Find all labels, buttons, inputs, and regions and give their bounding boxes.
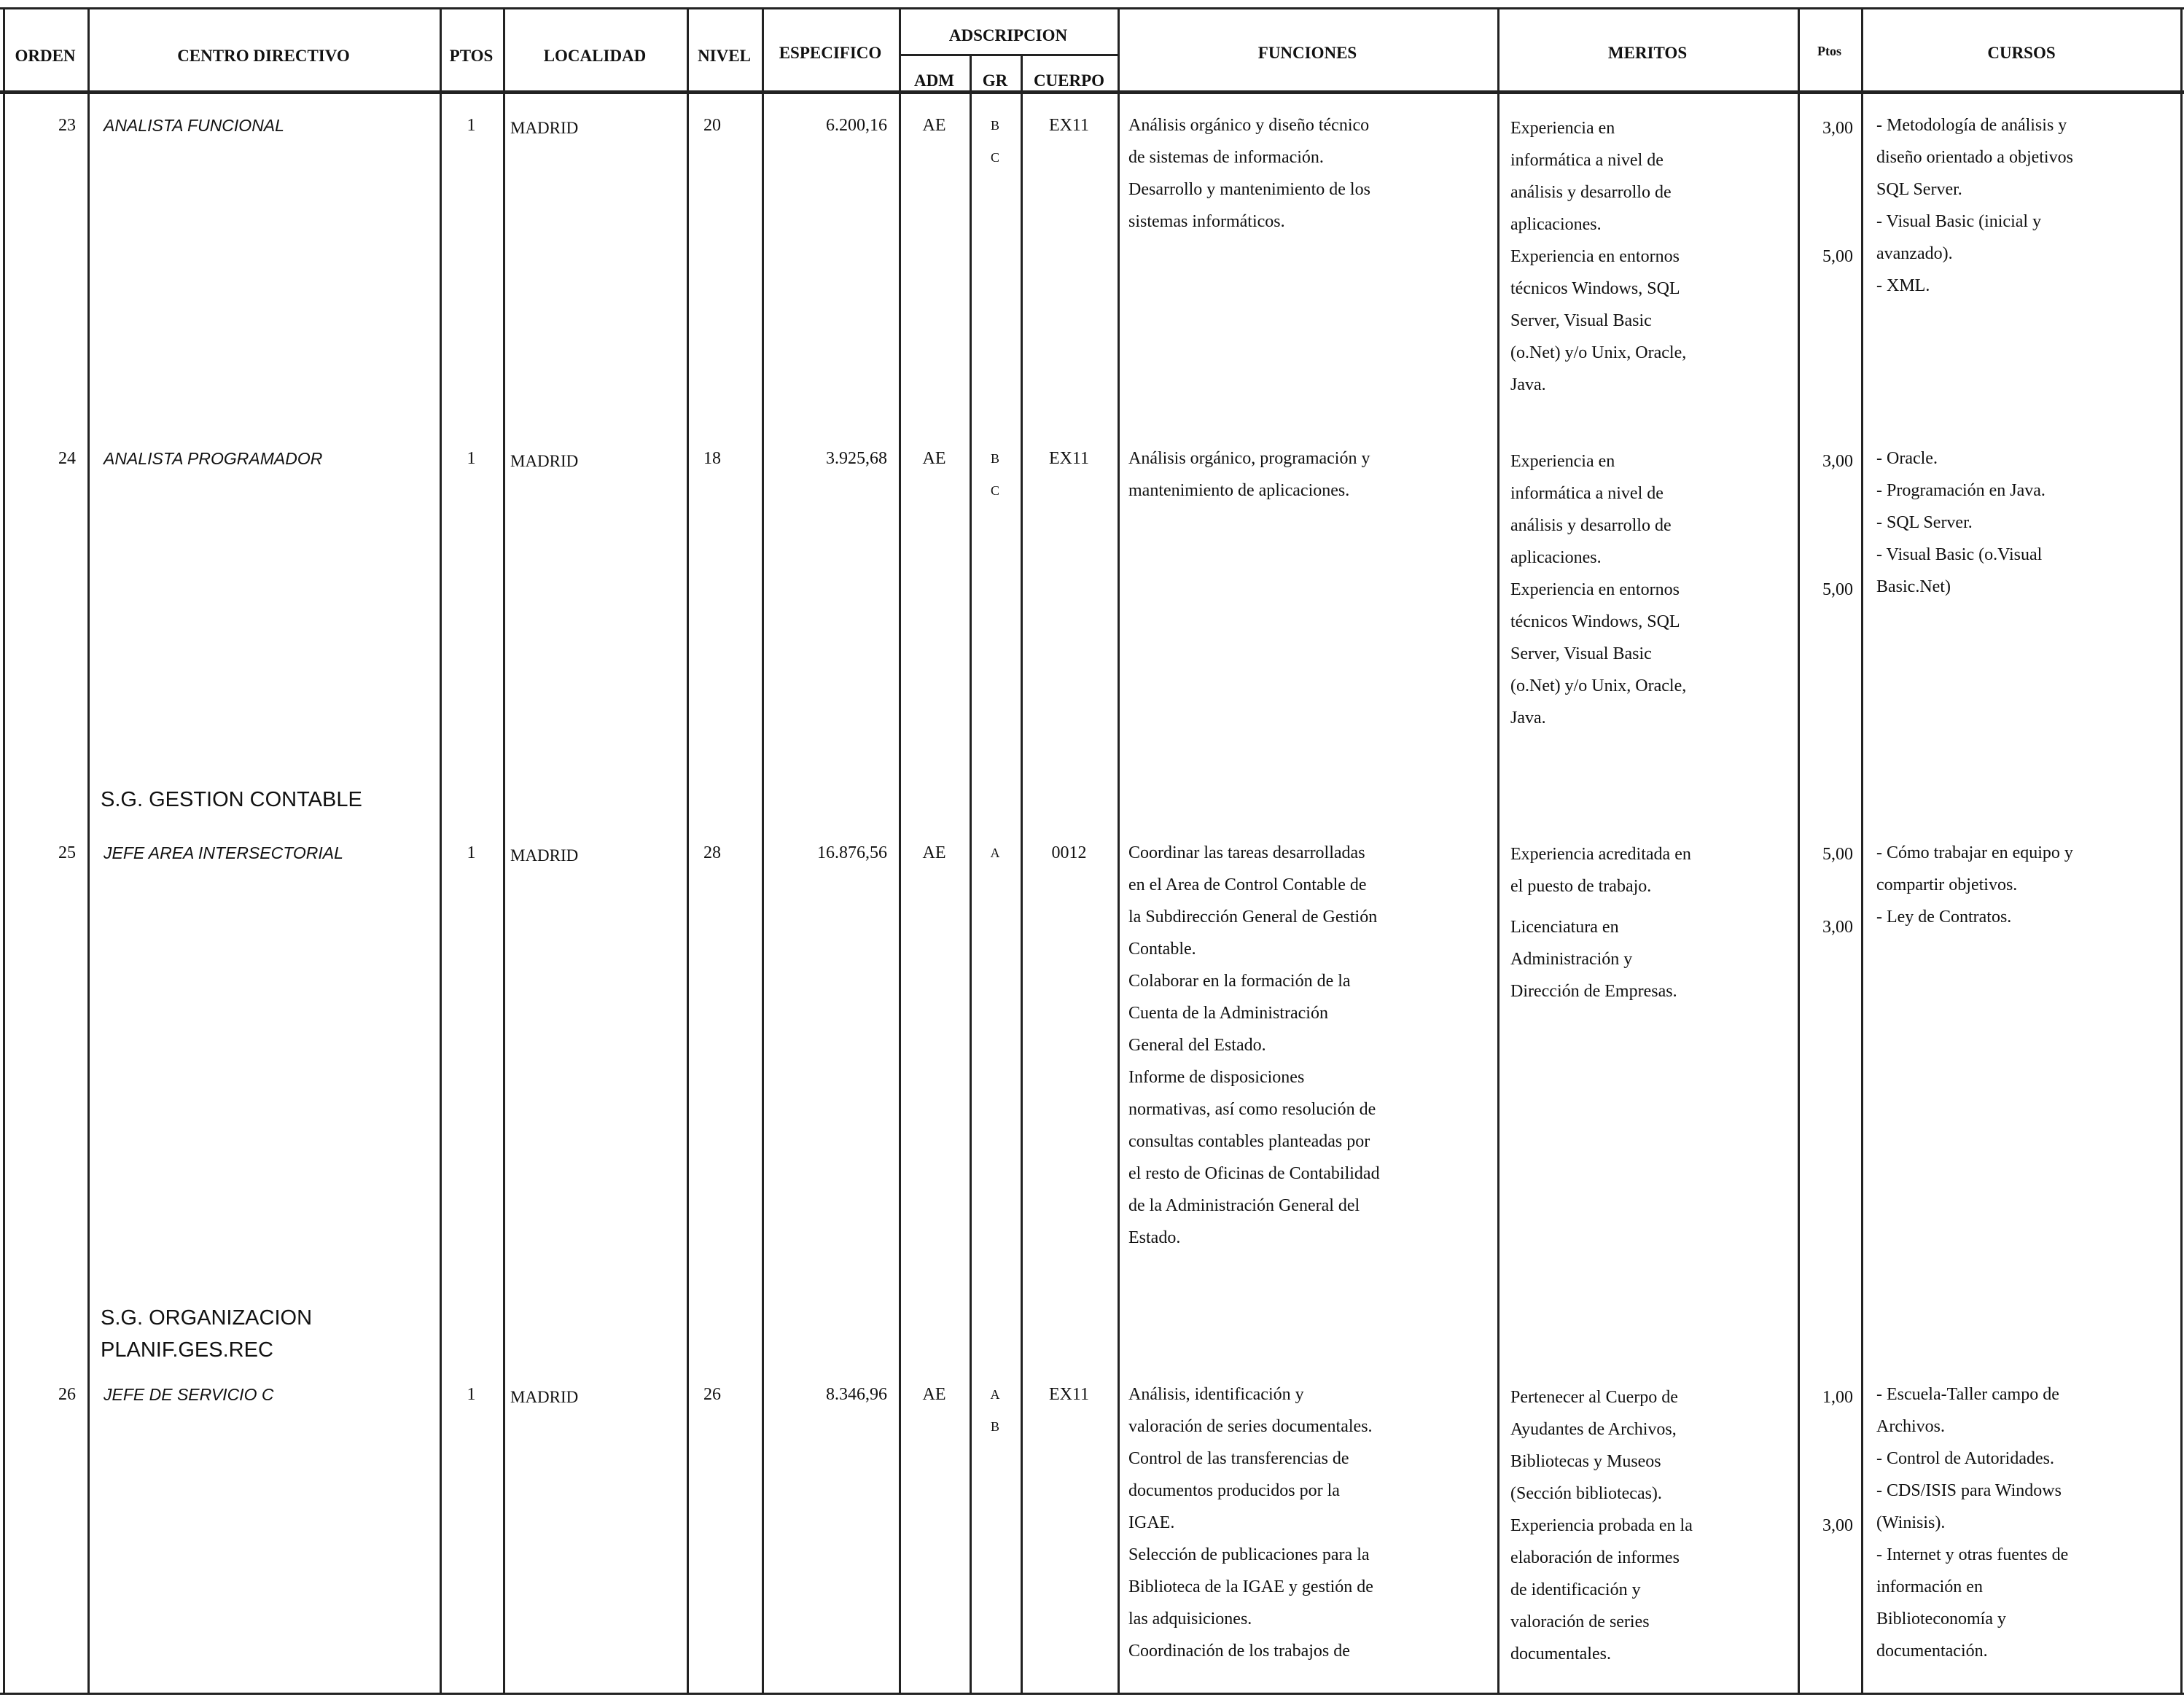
- adm-cell: AE: [922, 116, 946, 135]
- adm-cell: AE: [922, 449, 946, 468]
- header-gr: GR: [982, 71, 1008, 90]
- funciones-line: IGAE.: [1128, 1513, 1175, 1532]
- merito-item: [1510, 445, 1795, 574]
- funciones-cell: [1128, 1378, 1493, 1667]
- merito-line: documentales.: [1510, 1645, 1611, 1663]
- funciones-line: Desarrollo y mantenimiento de los: [1128, 180, 1370, 199]
- header-localidad: LOCALIDAD: [543, 47, 647, 65]
- merito-line: Experiencia en entornos: [1510, 580, 1680, 599]
- merito-line: Licenciatura en: [1510, 918, 1619, 937]
- curso-line: - CDS/ISIS para Windows: [1876, 1481, 2062, 1500]
- ptos-cell: 1: [467, 843, 476, 862]
- curso-line: compartir objetivos.: [1876, 875, 2018, 894]
- cursos-cell: [1876, 442, 2179, 603]
- curso-line: - Cómo trabajar en equipo y: [1876, 843, 2073, 862]
- merito-line: (o.Net) y/o Unix, Oracle,: [1510, 676, 1687, 695]
- funciones-line: normativas, así como resolución de: [1128, 1100, 1376, 1119]
- merito-line: aplicaciones.: [1510, 215, 1602, 234]
- curso-line: diseño orientado a objetivos: [1876, 148, 2073, 167]
- gr-value: B: [990, 451, 999, 466]
- gr-cell: [970, 837, 1021, 869]
- merito-item: [1510, 911, 1795, 1007]
- funciones-cell: [1128, 442, 1493, 507]
- section-heading-line: PLANIF.GES.REC: [101, 1338, 273, 1362]
- funciones-line: de la Administración General del: [1128, 1196, 1360, 1215]
- merito-pts: 5,00: [1822, 845, 1853, 864]
- merito-line: (Sección bibliotecas).: [1510, 1484, 1662, 1503]
- curso-line: - Visual Basic (o.Visual: [1876, 545, 2043, 564]
- merito-item: [1510, 574, 1795, 734]
- merito-line: Experiencia en entornos: [1510, 247, 1680, 266]
- funciones-line: Informe de disposiciones: [1128, 1068, 1305, 1087]
- orden-cell: 26: [58, 1385, 76, 1404]
- funciones-line: consultas contables planteadas por: [1128, 1132, 1370, 1151]
- funciones-line: Coordinación de los trabajos de: [1128, 1642, 1350, 1661]
- funciones-line: Control de las transferencias de: [1128, 1449, 1349, 1468]
- merito-line: técnicos Windows, SQL: [1510, 612, 1680, 631]
- funciones-line: valoración de series documentales.: [1128, 1417, 1373, 1436]
- merito-line: Server, Visual Basic: [1510, 311, 1652, 330]
- section-heading: [101, 784, 362, 816]
- cursos-cell: [1876, 1378, 2179, 1667]
- funciones-line: Cuenta de la Administración: [1128, 1004, 1328, 1023]
- nivel-cell: 20: [703, 116, 721, 135]
- merito-line: Experiencia en: [1510, 452, 1615, 471]
- curso-line: - Control de Autoridades.: [1876, 1449, 2054, 1468]
- merito-pts: 5,00: [1822, 247, 1853, 266]
- merito-pts: 1,00: [1822, 1388, 1853, 1407]
- merito-line: análisis y desarrollo de: [1510, 183, 1672, 202]
- funciones-line: documentos producidos por la: [1128, 1481, 1340, 1500]
- header-ptos: PTOS: [449, 47, 494, 65]
- curso-line: - Programación en Java.: [1876, 481, 2045, 500]
- merito-pts: 3,00: [1822, 119, 1853, 138]
- curso-line: - Visual Basic (inicial y: [1876, 212, 2042, 231]
- merito-pts: 3,00: [1822, 452, 1853, 471]
- header-especifico: ESPECIFICO: [779, 44, 882, 62]
- merito-line: (o.Net) y/o Unix, Oracle,: [1510, 343, 1687, 362]
- funciones-cell: [1128, 837, 1493, 1254]
- localidad-cell: MADRID: [510, 452, 579, 470]
- cuerpo-cell: 0012: [1051, 843, 1087, 862]
- curso-line: - Metodología de análisis y: [1876, 116, 2067, 135]
- funciones-line: Colaborar en la formación de la: [1128, 972, 1351, 991]
- cursos-cell: [1876, 837, 2179, 933]
- nivel-cell: 26: [703, 1385, 721, 1404]
- merito-line: Java.: [1510, 709, 1546, 727]
- merito-line: Administración y: [1510, 950, 1633, 969]
- gr-value: A: [990, 846, 1000, 860]
- merito-pts: 3,00: [1822, 918, 1853, 937]
- merito-pts: 5,00: [1822, 580, 1853, 599]
- funciones-line: sistemas informáticos.: [1128, 212, 1285, 231]
- funciones-line: las adquisiciones.: [1128, 1610, 1252, 1628]
- curso-line: Basic.Net): [1876, 577, 1951, 596]
- funciones-line: General del Estado.: [1128, 1036, 1266, 1055]
- funciones-line: el resto de Oficinas de Contabilidad: [1128, 1164, 1380, 1183]
- section-heading: [101, 1302, 312, 1366]
- merito-line: de identificación y: [1510, 1580, 1641, 1599]
- merito-line: Pertenecer al Cuerpo de: [1510, 1388, 1678, 1407]
- curso-line: - XML.: [1876, 276, 1930, 295]
- merito-item: [1510, 838, 1795, 902]
- merito-item: [1510, 241, 1795, 401]
- section-heading-line: S.G. ORGANIZACION: [101, 1306, 313, 1330]
- funciones-line: la Subdirección General de Gestión: [1128, 908, 1378, 926]
- curso-line: - Escuela-Taller campo de: [1876, 1385, 2059, 1404]
- merito-line: Dirección de Empresas.: [1510, 982, 1677, 1001]
- table-bottom-border: [0, 1693, 2184, 1695]
- especifico-cell: 8.346,96: [826, 1385, 887, 1404]
- especifico-cell: 6.200,16: [826, 116, 887, 135]
- centro-directivo-cell: JEFE DE SERVICIO C: [104, 1385, 274, 1404]
- localidad-cell: MADRID: [510, 119, 579, 137]
- merito-item: [1510, 1510, 1795, 1670]
- header-cursos: CURSOS: [1987, 44, 2056, 62]
- localidad-cell: MADRID: [510, 1388, 579, 1406]
- header-orden: ORDEN: [15, 47, 76, 65]
- cursos-cell: [1876, 109, 2179, 302]
- curso-line: (Winisis).: [1876, 1513, 1946, 1532]
- column-divider: [503, 9, 505, 1694]
- merito-line: Experiencia acreditada en: [1510, 845, 1691, 864]
- adm-cell: AE: [922, 1385, 946, 1404]
- curso-line: avanzado).: [1876, 244, 1953, 263]
- adm-cell: AE: [922, 843, 946, 862]
- merito-line: informática a nivel de: [1510, 151, 1664, 170]
- merito-item: [1510, 112, 1795, 241]
- centro-directivo-cell: ANALISTA FUNCIONAL: [104, 116, 284, 135]
- merito-pts: 3,00: [1822, 1516, 1853, 1535]
- cuerpo-cell: EX11: [1048, 116, 1090, 135]
- funciones-cell: [1128, 109, 1493, 238]
- gr-cell: [970, 109, 1021, 173]
- funciones-line: Coordinar las tareas desarrolladas: [1128, 843, 1365, 862]
- gr-value: B: [990, 1419, 999, 1434]
- ptos-cell: 1: [467, 116, 476, 135]
- gr-cell: [970, 442, 1021, 507]
- ptos-cell: 1: [467, 449, 476, 468]
- header-nivel: NIVEL: [698, 47, 751, 65]
- orden-cell: 25: [58, 843, 76, 862]
- merito-line: aplicaciones.: [1510, 548, 1602, 567]
- column-divider: [87, 9, 90, 1694]
- column-divider: [970, 55, 972, 1694]
- section-heading-line: S.G. GESTION CONTABLE: [101, 788, 362, 811]
- funciones-line: Estado.: [1128, 1228, 1181, 1247]
- merito-line: el puesto de trabajo.: [1510, 877, 1652, 896]
- curso-line: SQL Server.: [1876, 180, 1962, 199]
- curso-line: documentación.: [1876, 1642, 1988, 1661]
- adscripcion-divider: [899, 54, 1118, 56]
- centro-directivo-cell: ANALISTA PROGRAMADOR: [104, 449, 323, 468]
- gr-value: A: [990, 1387, 1000, 1402]
- funciones-line: Biblioteca de la IGAE y gestión de: [1128, 1577, 1373, 1596]
- curso-line: - Internet y otras fuentes de: [1876, 1545, 2069, 1564]
- merito-line: Java.: [1510, 375, 1546, 394]
- curso-line: - Ley de Contratos.: [1876, 908, 2012, 926]
- curso-line: - Oracle.: [1876, 449, 1938, 468]
- nivel-cell: 18: [703, 449, 721, 468]
- gr-value: C: [990, 150, 999, 165]
- column-divider: [1497, 9, 1499, 1694]
- header-adm: ADM: [914, 71, 954, 90]
- merito-line: valoración de series: [1510, 1612, 1650, 1631]
- funciones-line: de sistemas de información.: [1128, 148, 1324, 167]
- orden-cell: 23: [58, 116, 76, 135]
- funciones-line: Análisis orgánico y diseño técnico: [1128, 116, 1370, 135]
- cuerpo-cell: EX11: [1048, 1385, 1090, 1404]
- merito-line: Experiencia en: [1510, 119, 1615, 138]
- merito-line: análisis y desarrollo de: [1510, 516, 1672, 535]
- gr-value: B: [990, 118, 999, 133]
- especifico-cell: 16.876,56: [817, 843, 887, 862]
- merito-line: técnicos Windows, SQL: [1510, 279, 1680, 298]
- gr-value: C: [990, 483, 999, 498]
- merito-line: Server, Visual Basic: [1510, 644, 1652, 663]
- header-bottom-border: [0, 90, 2184, 94]
- merito-item: [1510, 1381, 1795, 1510]
- curso-line: Archivos.: [1876, 1417, 1945, 1436]
- column-divider: [1861, 9, 1863, 1694]
- merito-line: informática a nivel de: [1510, 484, 1664, 503]
- table-top-border: [0, 7, 2184, 9]
- merito-line: Ayudantes de Archivos,: [1510, 1420, 1677, 1439]
- column-divider: [1118, 9, 1120, 1694]
- curso-line: - SQL Server.: [1876, 513, 1973, 532]
- centro-directivo-cell: JEFE AREA INTERSECTORIAL: [104, 843, 343, 862]
- ptos-cell: 1: [467, 1385, 476, 1404]
- column-divider: [1021, 55, 1023, 1694]
- especifico-cell: 3.925,68: [826, 449, 887, 468]
- curso-line: información en: [1876, 1577, 1983, 1596]
- orden-cell: 24: [58, 449, 76, 468]
- funciones-line: mantenimiento de aplicaciones.: [1128, 481, 1350, 500]
- header-cuerpo: CUERPO: [1033, 71, 1105, 90]
- nivel-cell: 28: [703, 843, 721, 862]
- funciones-line: Contable.: [1128, 940, 1196, 959]
- funciones-line: Selección de publicaciones para la: [1128, 1545, 1370, 1564]
- header-adscripcion: ADSCRIPCION: [948, 26, 1068, 44]
- merito-line: Experiencia probada en la: [1510, 1516, 1693, 1535]
- cuerpo-cell: EX11: [1048, 449, 1090, 468]
- header-pts: Ptos: [1817, 44, 1841, 58]
- header-meritos: MERITOS: [1607, 44, 1688, 62]
- merito-line: elaboración de informes: [1510, 1548, 1680, 1567]
- curso-line: Biblioteconomía y: [1876, 1610, 2006, 1628]
- funciones-line: Análisis, identificación y: [1128, 1385, 1304, 1404]
- funciones-line: Análisis orgánico, programación y: [1128, 449, 1370, 468]
- merito-line: Bibliotecas y Museos: [1510, 1452, 1661, 1471]
- gr-cell: [970, 1378, 1021, 1443]
- header-centro-directivo: CENTRO DIRECTIVO: [177, 47, 350, 65]
- localidad-cell: MADRID: [510, 846, 579, 865]
- column-divider: [2180, 9, 2183, 1694]
- header-funciones: FUNCIONES: [1257, 44, 1357, 62]
- funciones-line: en el Area de Control Contable de: [1128, 875, 1367, 894]
